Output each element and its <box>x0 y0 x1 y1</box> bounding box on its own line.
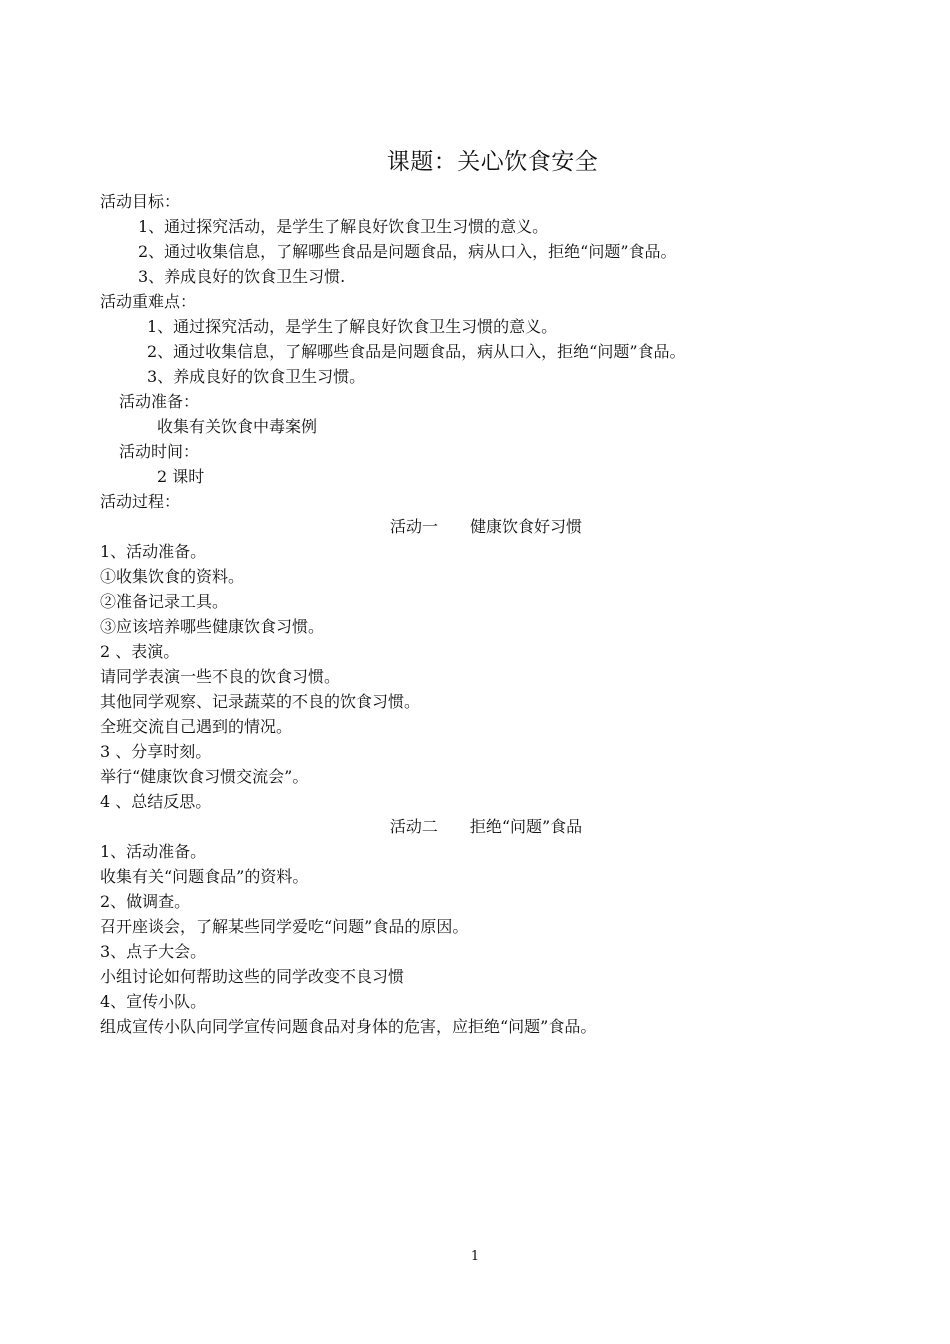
time-heading: 活动时间： <box>119 442 200 461</box>
goal-item: 2、通过收集信息，了解哪些食品是问题食品，病从口入，拒绝“问题”食品。 <box>138 242 677 261</box>
activity1-line: 其他同学观察、记录蔬菜的不良的饮食习惯。 <box>100 692 421 711</box>
activity2-line: 3、点子大会。 <box>100 942 207 961</box>
activity1-line: 1、活动准备。 <box>100 542 207 561</box>
preparation-heading: 活动准备： <box>119 392 200 411</box>
activity1-line: 全班交流自己遇到的情况。 <box>100 717 293 736</box>
activity1-line: ①收集饮食的资料。 <box>100 567 245 586</box>
activity2-line: 组成宣传小队向同学宣传问题食品对身体的危害，应拒绝“问题”食品。 <box>100 1017 597 1036</box>
activity2-heading: 活动二 拒绝“问题”食品 <box>389 817 583 836</box>
process-heading: 活动过程： <box>100 492 181 511</box>
activity1-line: 4 、总结反思。 <box>100 792 212 811</box>
activity2-line: 4、宣传小队。 <box>100 992 207 1011</box>
activity2-line: 收集有关“问题食品”的资料。 <box>100 867 309 886</box>
key-point-item: 3、养成良好的饮食卫生习惯。 <box>147 367 366 386</box>
document-title: 课题：关心饮食安全 <box>386 149 599 175</box>
time-content: 2 课时 <box>157 467 205 486</box>
activity2-line: 小组讨论如何帮助这些的同学改变不良习惯 <box>100 967 405 986</box>
page-number: 1 <box>470 1249 480 1264</box>
activity1-line: ③应该培养哪些健康饮食习惯。 <box>100 617 325 636</box>
key-point-item: 2、通过收集信息，了解哪些食品是问题食品，病从口入，拒绝“问题”食品。 <box>147 342 686 361</box>
activity1-line: 2 、表演。 <box>100 642 180 661</box>
goal-item: 3、养成良好的饮食卫生习惯. <box>138 267 346 286</box>
activity1-heading: 活动一 健康饮食好习惯 <box>389 517 582 536</box>
activity1-line: ②准备记录工具。 <box>100 592 229 611</box>
preparation-content: 收集有关饮食中毒案例 <box>157 417 318 436</box>
activity2-line: 召开座谈会，了解某些同学爱吃“问题”食品的原因。 <box>100 917 469 936</box>
activity1-line: 举行“健康饮食习惯交流会”。 <box>100 767 309 786</box>
key-point-item: 1、通过探究活动，是学生了解良好饮食卫生习惯的意义。 <box>147 317 558 336</box>
activity2-line: 1、活动准备。 <box>100 842 207 861</box>
activity2-line: 2、做调查。 <box>100 892 191 911</box>
key-points-heading: 活动重难点： <box>100 292 197 311</box>
goals-heading: 活动目标： <box>100 192 181 211</box>
goal-item: 1、通过探究活动，是学生了解良好饮食卫生习惯的意义。 <box>138 217 549 236</box>
activity1-line: 请同学表演一些不良的饮食习惯。 <box>100 667 341 686</box>
activity1-line: 3 、分享时刻。 <box>100 742 212 761</box>
